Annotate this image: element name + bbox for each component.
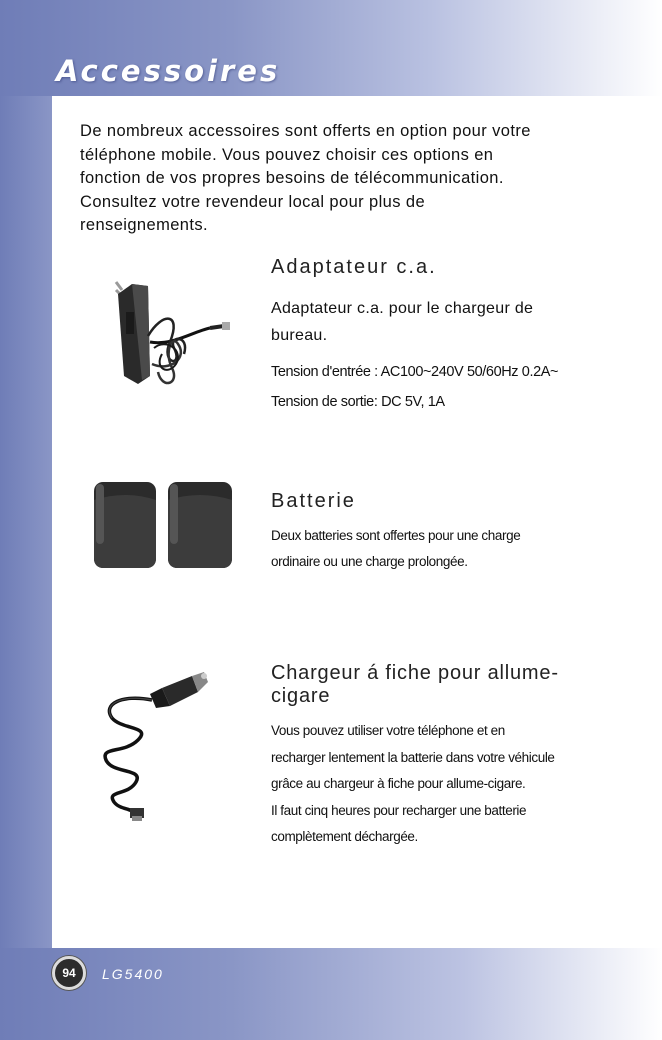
intro-line: De nombreux accessoires sont offerts en option pour votre bbox=[80, 122, 531, 140]
output-voltage-spec bbox=[271, 387, 631, 417]
car-charger-desc-line: Il faut cinq heures pour recharger une batterie bbox=[271, 802, 527, 818]
page-number-badge: 94 bbox=[52, 956, 86, 990]
car-charger-title: Chargeur á fiche pour allume-cigare bbox=[271, 662, 559, 707]
input-voltage-label: Tension d'entrée : bbox=[271, 364, 378, 380]
battery-desc-line: Deux batteries sont offertes pour une charge bbox=[271, 528, 521, 543]
ac-adapter-title: Adaptateur c.a. bbox=[271, 256, 437, 278]
model-name: LG5400 bbox=[102, 966, 164, 982]
intro-line: fonction de vos propres besoins de télécommunication. bbox=[80, 169, 504, 187]
battery-icon bbox=[90, 478, 250, 574]
section-ac-adapter bbox=[271, 256, 631, 417]
ac-adapter-desc-line: Adaptateur c.a. pour le chargeur de bbox=[271, 300, 534, 317]
page-title: Accessoires bbox=[56, 54, 281, 88]
output-voltage-value: DC 5V, 1A bbox=[381, 394, 445, 410]
battery-desc-line: ordinaire ou une charge prolongée. bbox=[271, 554, 468, 569]
left-margin-band bbox=[0, 96, 52, 948]
section-battery bbox=[271, 490, 601, 575]
intro-paragraph bbox=[80, 120, 600, 238]
ac-adapter-icon bbox=[92, 272, 242, 412]
car-charger-desc-line: grâce au chargeur à fiche pour allume-cigare. bbox=[271, 776, 526, 791]
car-charger-icon bbox=[92, 668, 212, 824]
input-voltage-spec bbox=[271, 357, 631, 387]
intro-line: renseignements. bbox=[80, 216, 208, 234]
ac-adapter-desc-line: bureau. bbox=[271, 327, 328, 344]
input-voltage-value: AC100~240V 50/60Hz 0.2A~ bbox=[380, 364, 559, 380]
car-charger-desc-line: complètement déchargée. bbox=[271, 829, 418, 844]
car-charger-desc-line: recharger lentement la batterie dans votre véhicule bbox=[271, 749, 555, 765]
battery-title: Batterie bbox=[271, 490, 356, 512]
intro-line: téléphone mobile. Vous pouvez choisir ces options en bbox=[80, 145, 494, 164]
intro-line: Consultez votre revendeur local pour plus de bbox=[80, 192, 426, 211]
output-voltage-label: Tension de sortie: bbox=[271, 394, 378, 410]
footer-band bbox=[0, 948, 662, 1040]
car-charger-desc-line: Vous pouvez utiliser votre téléphone et en bbox=[271, 723, 505, 738]
section-car-charger bbox=[271, 662, 611, 851]
